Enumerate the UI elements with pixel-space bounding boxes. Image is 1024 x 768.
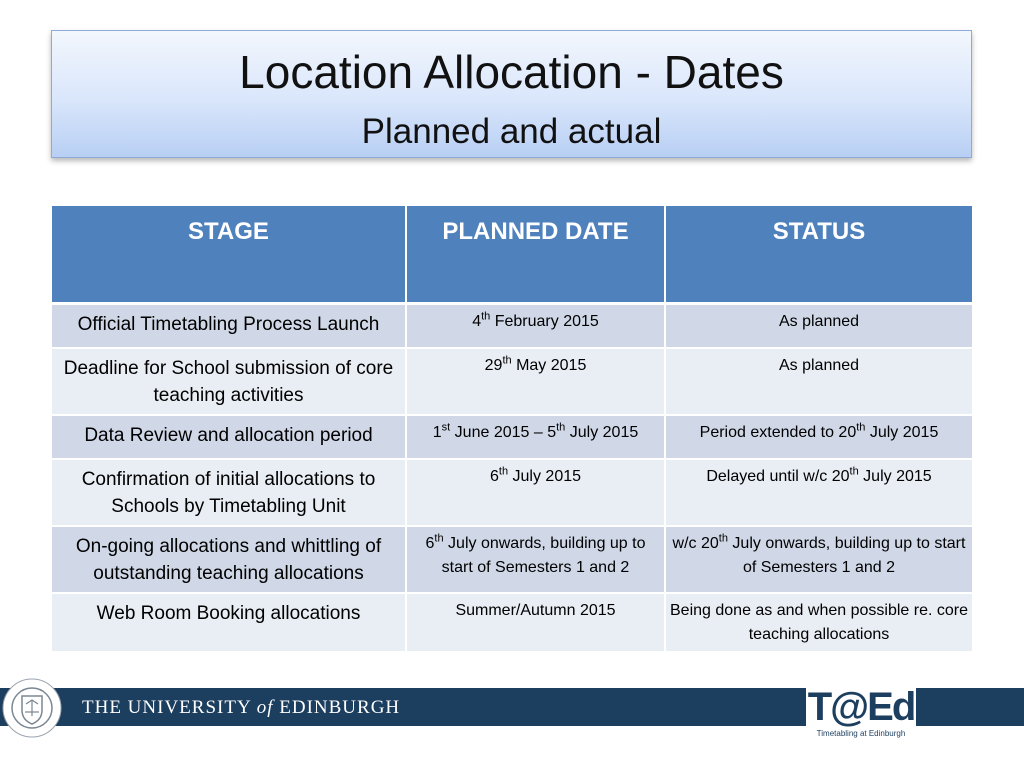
status-cell: Period extended to 20th July 2015 [665, 415, 972, 459]
allocation-dates-table [52, 206, 972, 653]
header-stage: STAGE [52, 206, 406, 304]
stage-cell: Web Room Booking allocations [52, 593, 406, 652]
planned-date-cell: 29th May 2015 [406, 348, 665, 415]
table-row [52, 348, 972, 415]
svg-text:T@Ed: T@Ed [807, 685, 915, 728]
stage-cell: Data Review and allocation period [52, 415, 406, 459]
stage-cell: Confirmation of initial allocations to Schools by Timetabling Unit [52, 459, 406, 526]
planned-date-cell: 4th February 2015 [406, 304, 665, 349]
ted-logo-icon [806, 682, 916, 728]
table-header-row [52, 206, 972, 304]
table-row [52, 526, 972, 593]
stage-cell: Deadline for School submission of core teaching activities [52, 348, 406, 415]
stage-cell: Official Timetabling Process Launch [52, 304, 406, 349]
table-row [52, 304, 972, 349]
status-cell: As planned [665, 304, 972, 349]
status-cell: Delayed until w/c 20th July 2015 [665, 459, 972, 526]
planned-date-cell: 6th July onwards, building up to start of Semesters 1 and 2 [406, 526, 665, 593]
planned-date-cell: 1st June 2015 – 5th July 2015 [406, 415, 665, 459]
table-row [52, 593, 972, 652]
slide-subtitle: Planned and actual [361, 112, 662, 151]
planned-date-cell: Summer/Autumn 2015 [406, 593, 665, 652]
stage-cell: On-going allocations and whittling of outstanding teaching allocations [52, 526, 406, 593]
slide-title-box [51, 30, 972, 158]
header-planned-date: PLANNED DATE [406, 206, 665, 304]
table-row [52, 415, 972, 459]
table-row [52, 459, 972, 526]
status-cell: w/c 20th July onwards, building up to start of Semesters 1 and 2 [665, 526, 972, 593]
ted-caption: Timetabling at Edinburgh [816, 729, 906, 738]
header-status: STATUS [665, 206, 972, 304]
status-cell: As planned [665, 348, 972, 415]
status-cell: Being done as and when possible re. core teaching allocations [665, 593, 972, 652]
university-crest-icon [2, 678, 62, 738]
planned-date-cell: 6th July 2015 [406, 459, 665, 526]
university-name: THE UNIVERSITY of EDINBURGH [82, 697, 401, 718]
slide-title: Location Allocation - Dates [239, 46, 784, 98]
